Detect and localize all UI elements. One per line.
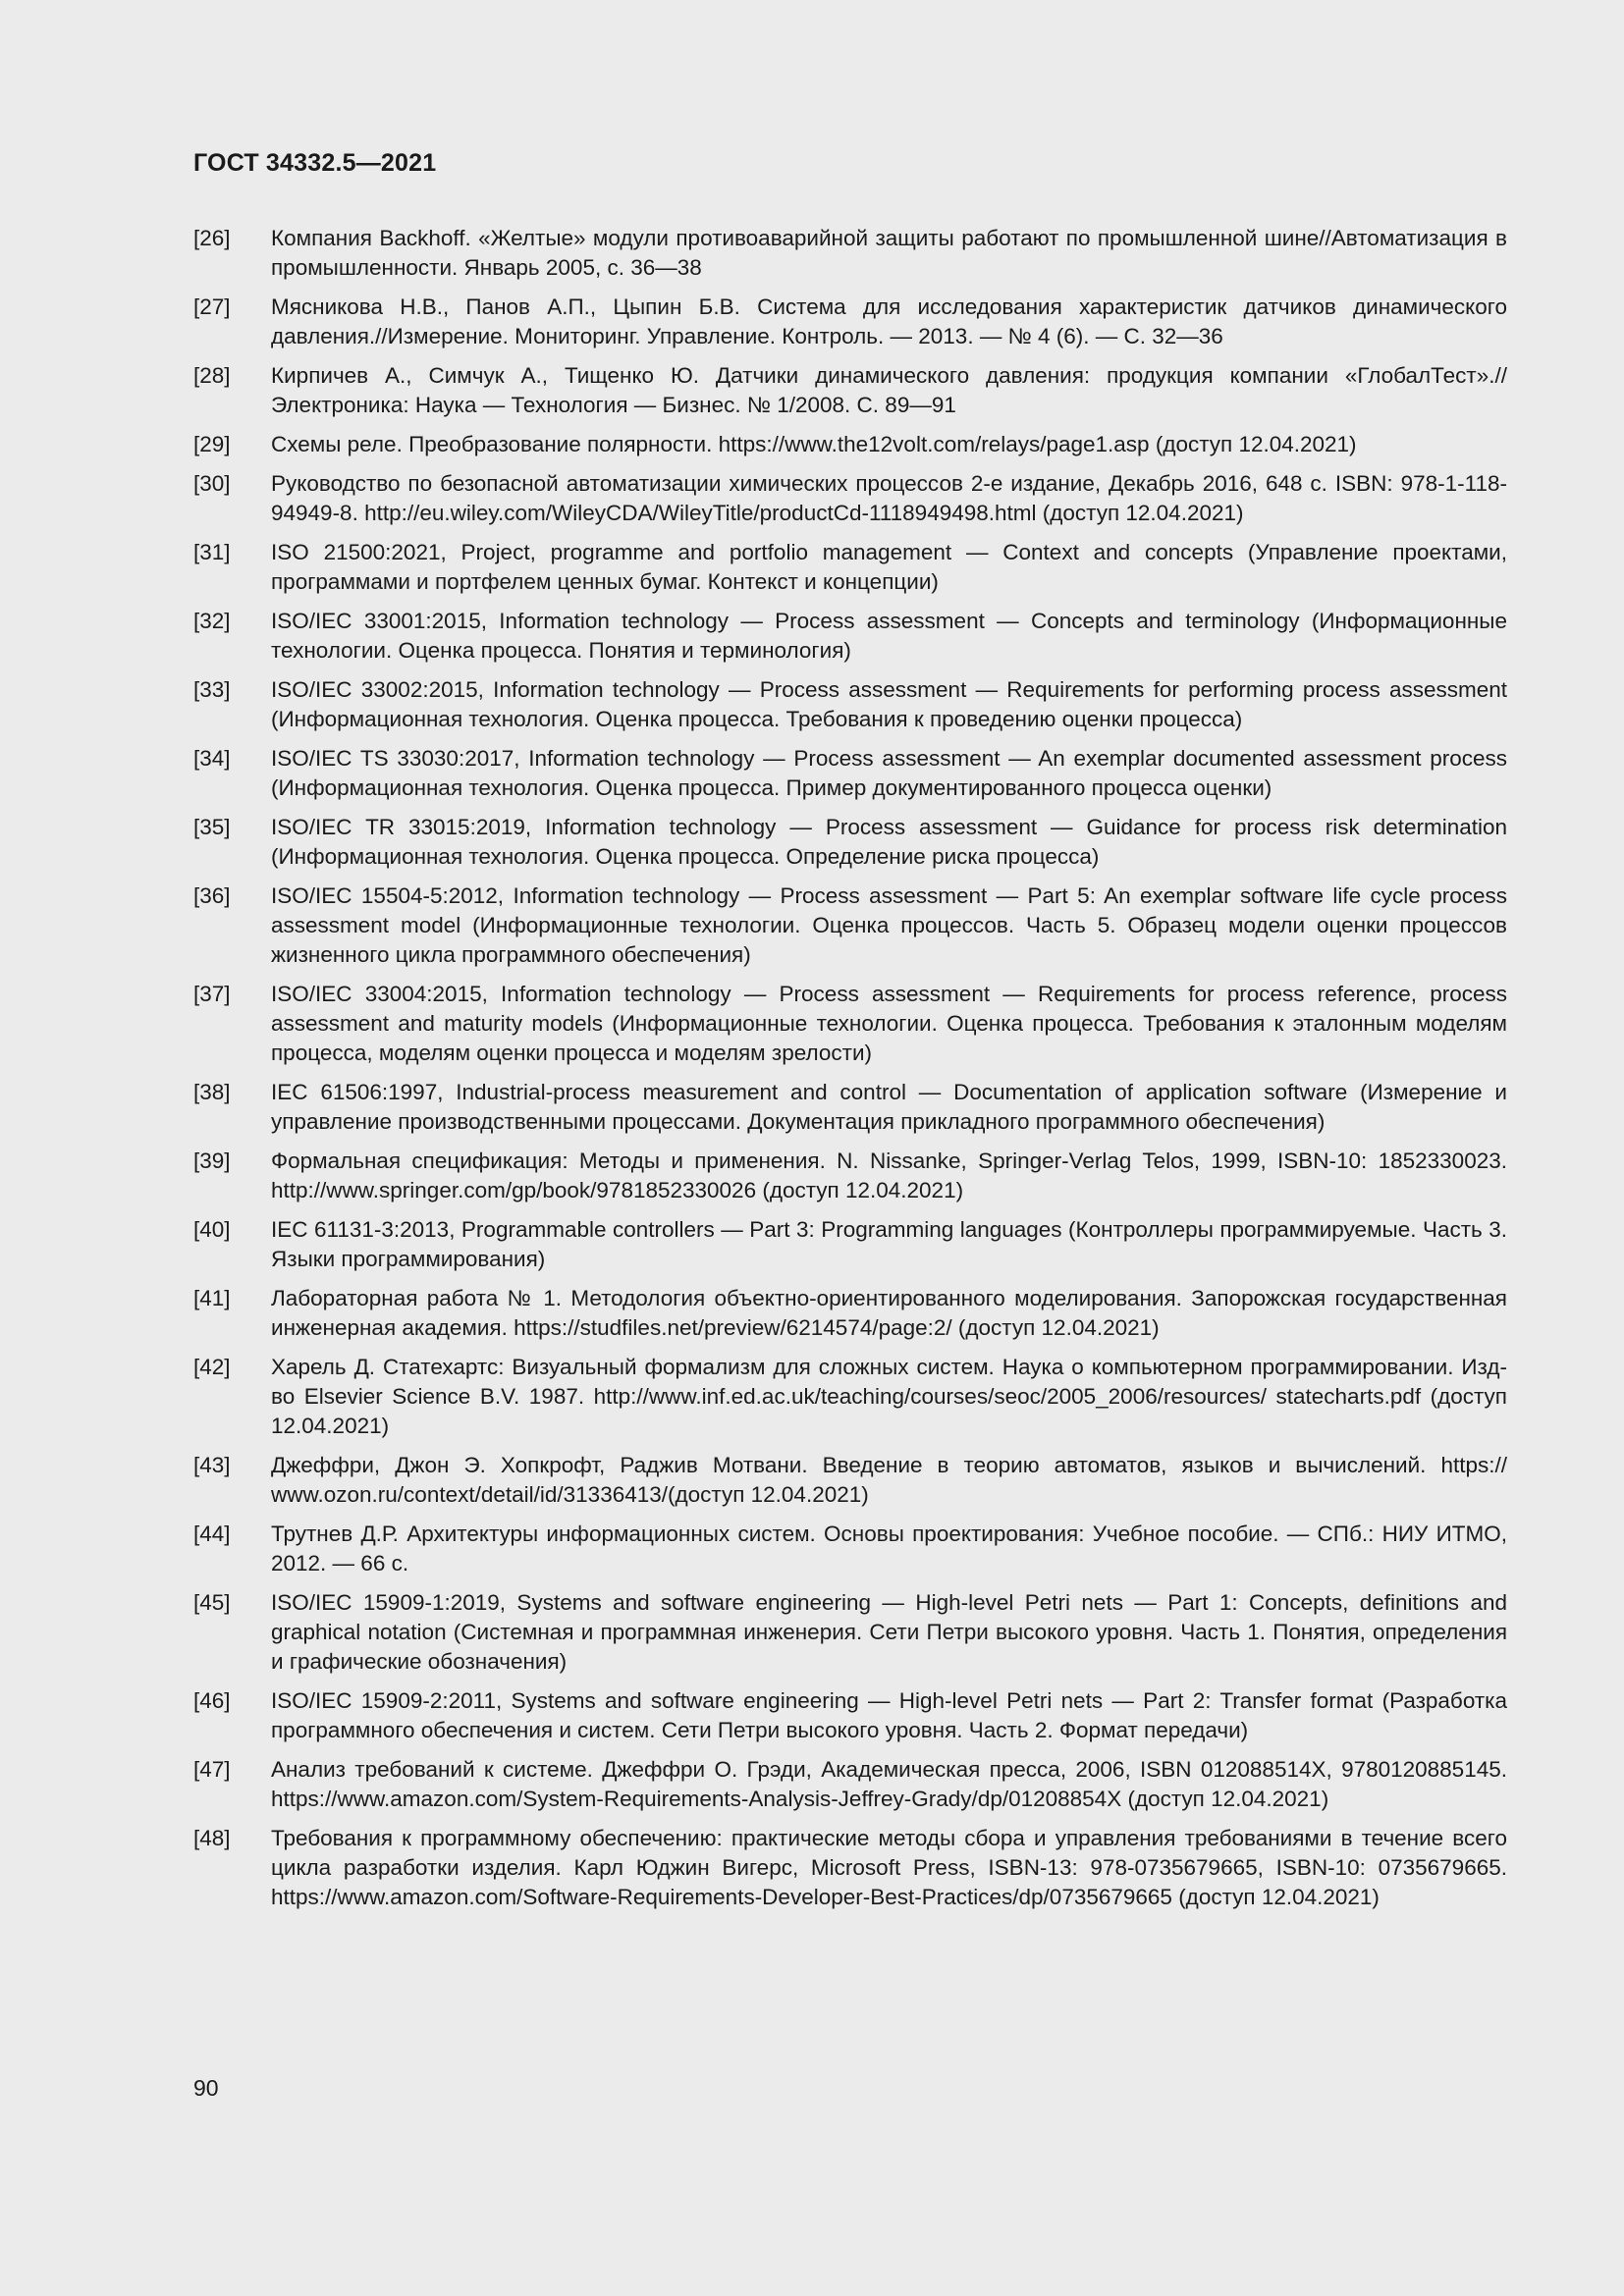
reference-number: [37] [193,982,231,1006]
reference-text: Трутнев Д.Р. Архитектуры информационных систем. Основы проектирования: Учебное пособие. — СПб.: НИУ ИТМО, 2012. — 66 с. [271,1522,1507,1575]
reference-number: [27] [193,294,231,319]
reference-item [193,293,1507,351]
reference-number: [46] [193,1688,231,1713]
reference-number: [44] [193,1522,231,1546]
reference-text: ISO/IEC TR 33015:2019, Information technology — Process assessment — Guidance for process risk determination (Информационная технология. Оценка процесса. Определение риска процесса) [271,815,1507,869]
reference-item [193,430,1507,459]
reference-number: [35] [193,815,231,839]
reference-number: [41] [193,1286,231,1310]
reference-item [193,980,1507,1068]
reference-number: [45] [193,1590,231,1615]
reference-number: [40] [193,1217,231,1242]
reference-number: [39] [193,1148,231,1173]
reference-number: [42] [193,1355,231,1379]
reference-text: Кирпичев А., Симчук А., Тищенко Ю. Датчики динамического давления: продукция компании «ГлобалТест».// Электроника: Наука — Технология — Бизнес. № 1/2008. С. 89—91 [271,363,1507,417]
reference-number: [30] [193,471,231,496]
reference-item [193,361,1507,420]
reference-item [193,1755,1507,1814]
reference-item [193,881,1507,970]
reference-number: [32] [193,609,231,633]
reference-number: [31] [193,540,231,564]
reference-text: Харель Д. Статехартс: Визуальный формализм для сложных систем. Наука о компьютерном программировании. Изд-во Elsevier Science B.V. 1987. http://www.inf.ed.ac.uk/teaching/courses/seoc/2005_2006/resources/ statecharts.pdf (доступ 12.04.2021) [271,1355,1507,1438]
reference-number: [34] [193,746,231,771]
reference-text: ISO/IEC 15504-5:2012, Information technology — Process assessment — Part 5: An exemplar software life cycle process assessment model (Информационные технологии. Оценка процессов. Часть 5. Образец модели оценки процессов жизненного цикла программного обеспечения) [271,883,1507,967]
reference-text: Руководство по безопасной автоматизации химических процессов 2-е издание, Декабрь 2016, 648 с. ISBN: 978-1-118-94949-8. http://eu.wiley.com/WileyCDA/WileyTitle/productCd-1118949498.html (доступ 12.04.2021) [271,471,1507,525]
reference-text: ISO 21500:2021, Project, programme and portfolio management — Context and concepts (Управление проектами, программами и портфелем ценных бумаг. Контекст и концепции) [271,540,1507,594]
reference-item [193,538,1507,597]
reference-number: [28] [193,363,231,388]
reference-list [193,224,1507,1922]
reference-number: [33] [193,677,231,702]
reference-item [193,1588,1507,1677]
reference-item [193,1078,1507,1137]
reference-item [193,607,1507,666]
reference-item [193,1284,1507,1343]
reference-text: IEC 61506:1997, Industrial-process measurement and control — Documentation of application software (Измерение и управление производственными процессами. Документация прикладного программного обеспечения) [271,1080,1507,1134]
reference-text: Мясникова Н.В., Панов А.П., Цыпин Б.В. Система для исследования характеристик датчиков динамического давления.//Измерение. Мониторинг. Управление. Контроль. — 2013. — № 4 (6). — С. 32—36 [271,294,1507,348]
reference-item [193,1520,1507,1578]
reference-number: [36] [193,883,231,908]
reference-number: [43] [193,1453,231,1477]
reference-text: Компания Backhoff. «Желтые» модули противоаварийной защиты работают по промышленной шине//Автоматизация в промышленности. Январь 2005, с. 36—38 [271,226,1507,280]
reference-text: ISO/IEC 33001:2015, Information technology — Process assessment — Concepts and terminology (Информационные технологии. Оценка процесса. Понятия и терминология) [271,609,1507,663]
reference-item [193,744,1507,803]
reference-item [193,1353,1507,1441]
reference-text: Анализ требований к системе. Джеффри О. Грэди, Академическая пресса, 2006, ISBN 012088514X, 9780120885145. https://www.amazon.com/System-Requirements-Analysis-Jeffrey-Grady/dp/01208854X (доступ 12.04.2021) [271,1757,1507,1811]
reference-item [193,1451,1507,1510]
reference-text: ISO/IEC 33004:2015, Information technology — Process assessment — Requirements for process reference, process assessment and maturity models (Информационные технологии. Оценка процесса. Требования к эталонным моделям процесса, моделям оценки процесса и моделям зрелости) [271,982,1507,1065]
reference-text: ISO/IEC 15909-1:2019, Systems and software engineering — High-level Petri nets — Part 1: Concepts, definitions and graphical notation (Системная и программная инженерия. Сети Петри высокого уровня. Часть 1. Понятия, определения и графические обозначения) [271,1590,1507,1674]
reference-text: Требования к программному обеспечению: практические методы сбора и управления требованиями в течение всего цикла разработки изделия. Карл Юджин Вигерс, Microsoft Press, ISBN-13: 978-0735679665, ISBN-10: 0735679665. https://www.amazon.com/Software-Requirements-Developer-Best-Practices/dp/0735679665 (доступ 12.04.2021) [271,1826,1507,1909]
document-header: ГОСТ 34332.5—2021 [193,149,437,177]
reference-item [193,469,1507,528]
reference-item [193,1215,1507,1274]
reference-text: Формальная спецификация: Методы и применения. N. Nissanke, Springer-Verlag Telos, 1999, ISBN-10: 1852330023. http://www.springer.com/gp/book/9781852330026 (доступ 12.04.2021) [271,1148,1507,1202]
reference-item [193,813,1507,872]
reference-number: [38] [193,1080,231,1104]
page-number: 90 [193,2075,219,2101]
reference-item [193,224,1507,283]
reference-text: ISO/IEC 33002:2015, Information technology — Process assessment — Requirements for performing process assessment (Информационная технология. Оценка процесса. Требования к проведению оценки процесса) [271,677,1507,731]
reference-item [193,1824,1507,1912]
reference-text: Схемы реле. Преобразование полярности. https://www.the12volt.com/relays/page1.asp (доступ 12.04.2021) [271,432,1357,456]
reference-number: [26] [193,226,231,250]
reference-number: [29] [193,432,231,456]
reference-number: [48] [193,1826,231,1850]
reference-item [193,1147,1507,1205]
reference-item [193,675,1507,734]
reference-text: IEC 61131-3:2013, Programmable controllers — Part 3: Programming languages (Контроллеры программируемые. Часть 3. Языки программирования) [271,1217,1507,1271]
reference-text: ISO/IEC TS 33030:2017, Information technology — Process assessment — An exemplar documented assessment process (Информационная технология. Оценка процесса. Пример документированного процесса оценки) [271,746,1507,800]
reference-text: Лабораторная работа № 1. Методология объектно-ориентированного моделирования. Запорожская государственная инженерная академия. https://studfiles.net/preview/6214574/page:2/ (доступ 12.04.2021) [271,1286,1507,1340]
reference-number: [47] [193,1757,231,1782]
reference-text: Джеффри, Джон Э. Хопкрофт, Раджив Мотвани. Введение в теорию автоматов, языков и вычислений. https:// www.ozon.ru/context/detail/id/31336413/(доступ 12.04.2021) [271,1453,1507,1507]
reference-text: ISO/IEC 15909-2:2011, Systems and software engineering — High-level Petri nets — Part 2: Transfer format (Разработка программного обеспечения и систем. Сети Петри высокого уровня. Часть 2. Формат передачи) [271,1688,1507,1742]
reference-item [193,1686,1507,1745]
